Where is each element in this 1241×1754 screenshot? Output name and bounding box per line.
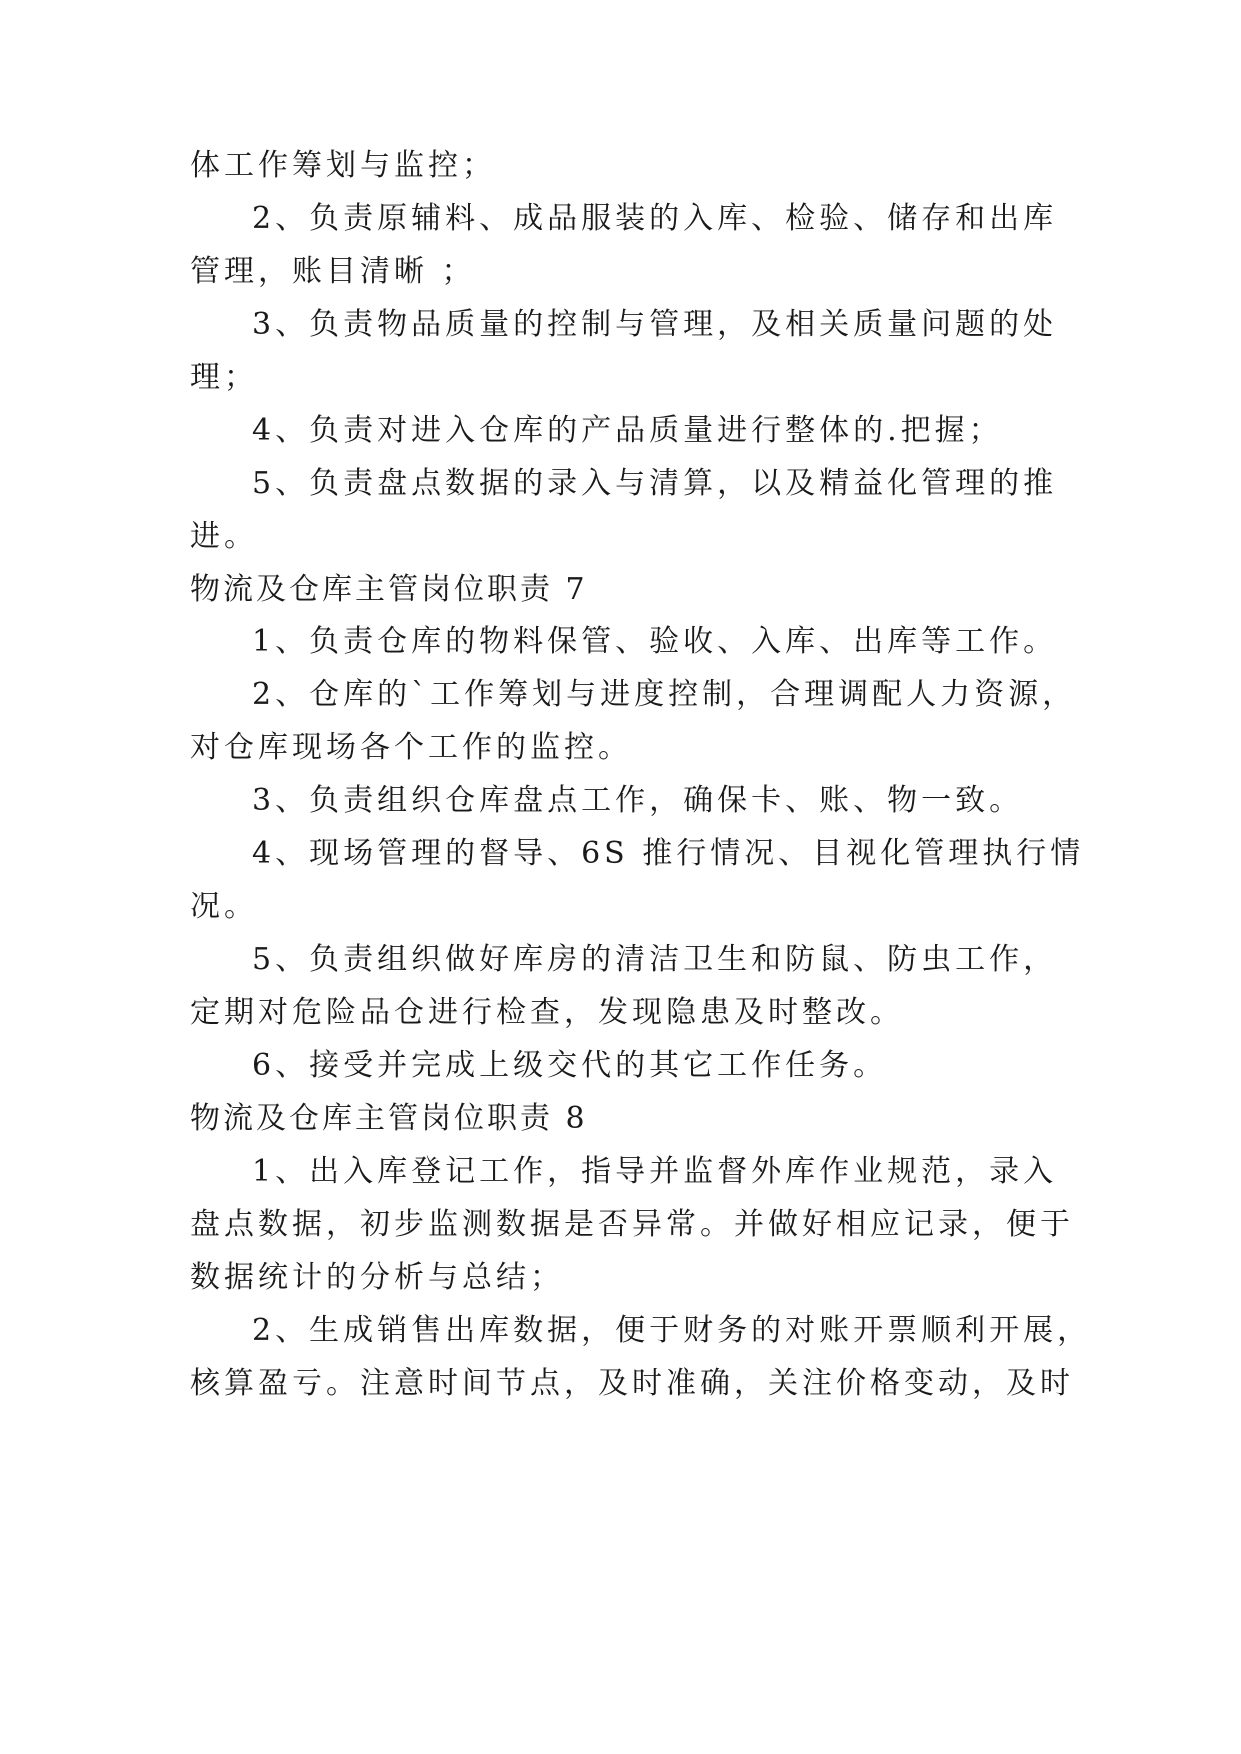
section-heading: 物流及仓库主管岗位职责 8 [190, 1101, 588, 1136]
list-item: 3、负责组织仓库盘点工作，确保卡、账、物一致。 [252, 783, 1024, 818]
text-line: 对仓库现场各个工作的监控。 [190, 730, 632, 765]
text-line: 盘点数据，初步监测数据是否异常。并做好相应记录，便于 [190, 1207, 1074, 1242]
list-item: 2、负责原辅料、成品服装的入库、检验、储存和出库 [252, 201, 1058, 236]
list-item: 6、接受并完成上级交代的其它工作任务。 [252, 1048, 888, 1083]
text-line: 进。 [190, 519, 258, 554]
text-line: 定期对危险品仓进行检查，发现隐患及时整改。 [190, 995, 904, 1030]
list-item: 3、负责物品质量的控制与管理，及相关质量问题的处 [252, 307, 1058, 342]
list-item: 2、生成销售出库数据，便于财务的对账开票顺利开展， [252, 1313, 1092, 1348]
list-item: 2、仓库的`工作筹划与进度控制，合理调配人力资源， [252, 677, 1077, 712]
list-item: 4、现场管理的督导、6S 推行情况、目视化管理执行情 [252, 836, 1085, 871]
list-item: 5、负责组织做好库房的清洁卫生和防鼠、防虫工作， [252, 942, 1058, 977]
text-line: 数据统计的分析与总结； [190, 1260, 564, 1295]
section-heading: 物流及仓库主管岗位职责 7 [190, 572, 588, 607]
text-line: 核算盈亏。注意时间节点，及时准确，关注价格变动，及时 [190, 1366, 1074, 1401]
text-line: 况。 [190, 889, 258, 924]
list-item: 1、出入库登记工作，指导并监督外库作业规范，录入 [252, 1154, 1058, 1189]
list-item: 1、负责仓库的物料保管、验收、入库、出库等工作。 [252, 624, 1058, 659]
list-item: 5、负责盘点数据的录入与清算，以及精益化管理的推 [252, 466, 1058, 501]
text-line: 体工作筹划与监控； [190, 148, 496, 183]
list-item: 4、负责对进入仓库的产品质量进行整体的.把握； [252, 413, 1003, 448]
text-line: 理； [190, 360, 258, 395]
text-line: 管理，账目清晰 ； [190, 254, 476, 289]
